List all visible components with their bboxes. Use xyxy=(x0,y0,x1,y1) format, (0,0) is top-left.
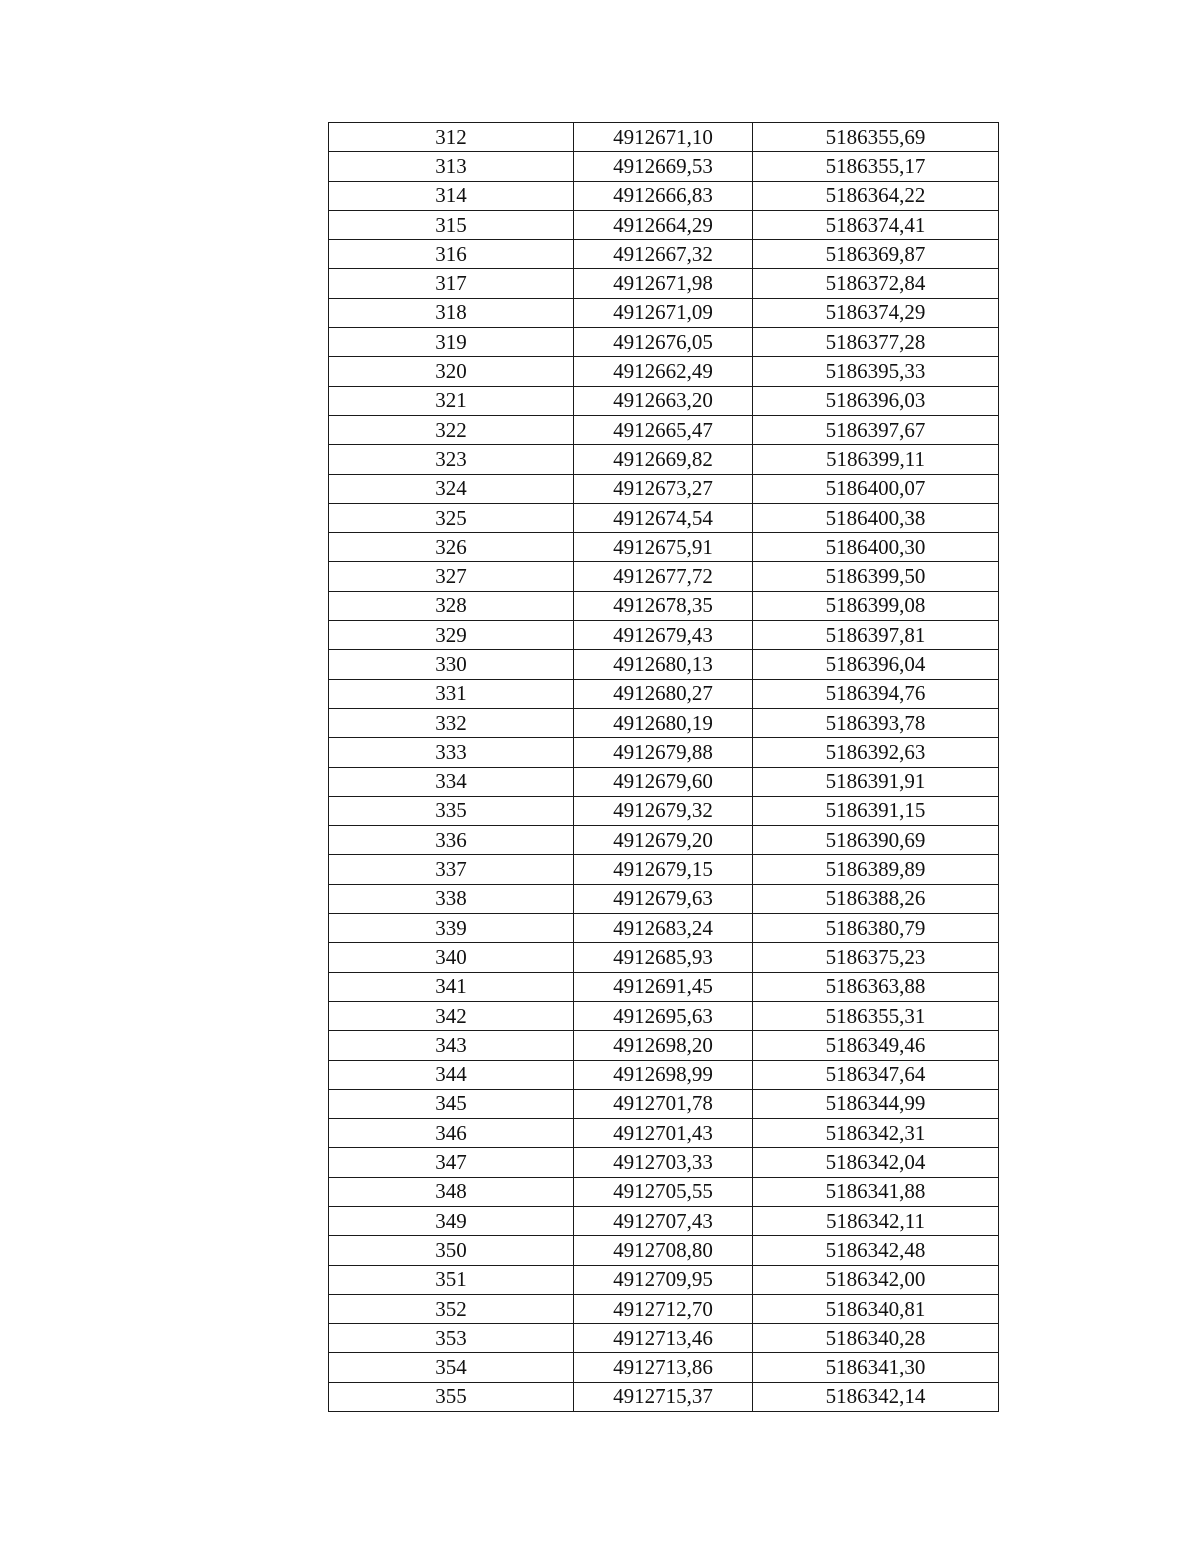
table-row xyxy=(329,914,999,943)
x-coordinate-cell: 4912698,20 xyxy=(574,1031,753,1060)
table-row xyxy=(329,591,999,620)
point-number-cell: 337 xyxy=(329,855,574,884)
y-coordinate-cell: 5186355,69 xyxy=(753,123,999,152)
table-row xyxy=(329,1382,999,1411)
x-coordinate-cell: 4912664,29 xyxy=(574,210,753,239)
table-row xyxy=(329,123,999,152)
point-number-cell: 346 xyxy=(329,1119,574,1148)
x-coordinate-cell: 4912683,24 xyxy=(574,914,753,943)
x-coordinate-cell: 4912671,09 xyxy=(574,298,753,327)
point-number-cell: 336 xyxy=(329,826,574,855)
x-coordinate-cell: 4912679,32 xyxy=(574,796,753,825)
y-coordinate-cell: 5186391,15 xyxy=(753,796,999,825)
table-row xyxy=(329,298,999,327)
table-row xyxy=(329,943,999,972)
point-number-cell: 353 xyxy=(329,1324,574,1353)
x-coordinate-cell: 4912676,05 xyxy=(574,328,753,357)
table-row xyxy=(329,1001,999,1030)
y-coordinate-cell: 5186374,29 xyxy=(753,298,999,327)
y-coordinate-cell: 5186341,30 xyxy=(753,1353,999,1382)
table-row xyxy=(329,1353,999,1382)
table-row xyxy=(329,181,999,210)
point-number-cell: 338 xyxy=(329,884,574,913)
x-coordinate-cell: 4912674,54 xyxy=(574,503,753,532)
y-coordinate-cell: 5186342,48 xyxy=(753,1236,999,1265)
table-row xyxy=(329,1294,999,1323)
point-number-cell: 339 xyxy=(329,914,574,943)
table-row xyxy=(329,621,999,650)
point-number-cell: 317 xyxy=(329,269,574,298)
x-coordinate-cell: 4912669,82 xyxy=(574,445,753,474)
point-number-cell: 329 xyxy=(329,621,574,650)
x-coordinate-cell: 4912712,70 xyxy=(574,1294,753,1323)
table-row xyxy=(329,1119,999,1148)
y-coordinate-cell: 5186399,08 xyxy=(753,591,999,620)
x-coordinate-cell: 4912715,37 xyxy=(574,1382,753,1411)
y-coordinate-cell: 5186394,76 xyxy=(753,679,999,708)
y-coordinate-cell: 5186400,38 xyxy=(753,503,999,532)
table-row xyxy=(329,562,999,591)
y-coordinate-cell: 5186380,79 xyxy=(753,914,999,943)
y-coordinate-cell: 5186377,28 xyxy=(753,328,999,357)
y-coordinate-cell: 5186395,33 xyxy=(753,357,999,386)
x-coordinate-cell: 4912679,43 xyxy=(574,621,753,650)
table-row xyxy=(329,1148,999,1177)
table-row xyxy=(329,240,999,269)
point-number-cell: 355 xyxy=(329,1382,574,1411)
coordinates-table xyxy=(328,122,999,1412)
point-number-cell: 326 xyxy=(329,533,574,562)
y-coordinate-cell: 5186364,22 xyxy=(753,181,999,210)
table-row xyxy=(329,738,999,767)
table-row xyxy=(329,533,999,562)
x-coordinate-cell: 4912695,63 xyxy=(574,1001,753,1030)
x-coordinate-cell: 4912665,47 xyxy=(574,415,753,444)
y-coordinate-cell: 5186393,78 xyxy=(753,708,999,737)
y-coordinate-cell: 5186355,17 xyxy=(753,152,999,181)
x-coordinate-cell: 4912680,27 xyxy=(574,679,753,708)
table-row xyxy=(329,503,999,532)
point-number-cell: 312 xyxy=(329,123,574,152)
y-coordinate-cell: 5186396,04 xyxy=(753,650,999,679)
table-row xyxy=(329,1324,999,1353)
table-row xyxy=(329,1236,999,1265)
table-row xyxy=(329,1089,999,1118)
y-coordinate-cell: 5186389,89 xyxy=(753,855,999,884)
point-number-cell: 350 xyxy=(329,1236,574,1265)
table-row xyxy=(329,152,999,181)
point-number-cell: 332 xyxy=(329,708,574,737)
point-number-cell: 341 xyxy=(329,972,574,1001)
x-coordinate-cell: 4912679,63 xyxy=(574,884,753,913)
y-coordinate-cell: 5186344,99 xyxy=(753,1089,999,1118)
x-coordinate-cell: 4912703,33 xyxy=(574,1148,753,1177)
y-coordinate-cell: 5186388,26 xyxy=(753,884,999,913)
point-number-cell: 330 xyxy=(329,650,574,679)
x-coordinate-cell: 4912663,20 xyxy=(574,386,753,415)
x-coordinate-cell: 4912698,99 xyxy=(574,1060,753,1089)
x-coordinate-cell: 4912669,53 xyxy=(574,152,753,181)
point-number-cell: 335 xyxy=(329,796,574,825)
table-row xyxy=(329,708,999,737)
point-number-cell: 313 xyxy=(329,152,574,181)
point-number-cell: 347 xyxy=(329,1148,574,1177)
point-number-cell: 320 xyxy=(329,357,574,386)
table-row xyxy=(329,650,999,679)
y-coordinate-cell: 5186375,23 xyxy=(753,943,999,972)
y-coordinate-cell: 5186355,31 xyxy=(753,1001,999,1030)
point-number-cell: 342 xyxy=(329,1001,574,1030)
y-coordinate-cell: 5186397,81 xyxy=(753,621,999,650)
table-row xyxy=(329,884,999,913)
point-number-cell: 318 xyxy=(329,298,574,327)
y-coordinate-cell: 5186342,31 xyxy=(753,1119,999,1148)
table-row xyxy=(329,269,999,298)
point-number-cell: 345 xyxy=(329,1089,574,1118)
x-coordinate-cell: 4912678,35 xyxy=(574,591,753,620)
x-coordinate-cell: 4912673,27 xyxy=(574,474,753,503)
x-coordinate-cell: 4912707,43 xyxy=(574,1206,753,1235)
point-number-cell: 354 xyxy=(329,1353,574,1382)
y-coordinate-cell: 5186342,14 xyxy=(753,1382,999,1411)
y-coordinate-cell: 5186349,46 xyxy=(753,1031,999,1060)
y-coordinate-cell: 5186390,69 xyxy=(753,826,999,855)
y-coordinate-cell: 5186399,11 xyxy=(753,445,999,474)
y-coordinate-cell: 5186397,67 xyxy=(753,415,999,444)
point-number-cell: 319 xyxy=(329,328,574,357)
point-number-cell: 352 xyxy=(329,1294,574,1323)
point-number-cell: 333 xyxy=(329,738,574,767)
y-coordinate-cell: 5186399,50 xyxy=(753,562,999,591)
y-coordinate-cell: 5186342,00 xyxy=(753,1265,999,1294)
x-coordinate-cell: 4912691,45 xyxy=(574,972,753,1001)
x-coordinate-cell: 4912705,55 xyxy=(574,1177,753,1206)
point-number-cell: 340 xyxy=(329,943,574,972)
y-coordinate-cell: 5186340,81 xyxy=(753,1294,999,1323)
point-number-cell: 351 xyxy=(329,1265,574,1294)
point-number-cell: 343 xyxy=(329,1031,574,1060)
x-coordinate-cell: 4912677,72 xyxy=(574,562,753,591)
table-row xyxy=(329,796,999,825)
y-coordinate-cell: 5186342,04 xyxy=(753,1148,999,1177)
table-row xyxy=(329,1206,999,1235)
x-coordinate-cell: 4912671,10 xyxy=(574,123,753,152)
x-coordinate-cell: 4912679,20 xyxy=(574,826,753,855)
x-coordinate-cell: 4912675,91 xyxy=(574,533,753,562)
x-coordinate-cell: 4912701,43 xyxy=(574,1119,753,1148)
y-coordinate-cell: 5186369,87 xyxy=(753,240,999,269)
table-row xyxy=(329,826,999,855)
table-row xyxy=(329,1031,999,1060)
x-coordinate-cell: 4912679,15 xyxy=(574,855,753,884)
point-number-cell: 316 xyxy=(329,240,574,269)
point-number-cell: 314 xyxy=(329,181,574,210)
x-coordinate-cell: 4912671,98 xyxy=(574,269,753,298)
table-row xyxy=(329,1060,999,1089)
table-row xyxy=(329,1265,999,1294)
x-coordinate-cell: 4912713,86 xyxy=(574,1353,753,1382)
y-coordinate-cell: 5186374,41 xyxy=(753,210,999,239)
point-number-cell: 324 xyxy=(329,474,574,503)
coordinates-table-body xyxy=(329,123,999,1412)
x-coordinate-cell: 4912685,93 xyxy=(574,943,753,972)
point-number-cell: 321 xyxy=(329,386,574,415)
y-coordinate-cell: 5186400,07 xyxy=(753,474,999,503)
table-row xyxy=(329,1177,999,1206)
table-row xyxy=(329,386,999,415)
table-row xyxy=(329,328,999,357)
y-coordinate-cell: 5186363,88 xyxy=(753,972,999,1001)
table-row xyxy=(329,210,999,239)
x-coordinate-cell: 4912680,13 xyxy=(574,650,753,679)
table-row xyxy=(329,855,999,884)
table-row xyxy=(329,474,999,503)
y-coordinate-cell: 5186341,88 xyxy=(753,1177,999,1206)
y-coordinate-cell: 5186400,30 xyxy=(753,533,999,562)
y-coordinate-cell: 5186391,91 xyxy=(753,767,999,796)
point-number-cell: 348 xyxy=(329,1177,574,1206)
point-number-cell: 327 xyxy=(329,562,574,591)
point-number-cell: 328 xyxy=(329,591,574,620)
point-number-cell: 322 xyxy=(329,415,574,444)
x-coordinate-cell: 4912666,83 xyxy=(574,181,753,210)
table-row xyxy=(329,445,999,474)
y-coordinate-cell: 5186372,84 xyxy=(753,269,999,298)
table-row xyxy=(329,357,999,386)
point-number-cell: 315 xyxy=(329,210,574,239)
point-number-cell: 323 xyxy=(329,445,574,474)
table-row xyxy=(329,679,999,708)
point-number-cell: 334 xyxy=(329,767,574,796)
x-coordinate-cell: 4912701,78 xyxy=(574,1089,753,1118)
x-coordinate-cell: 4912680,19 xyxy=(574,708,753,737)
table-row xyxy=(329,767,999,796)
y-coordinate-cell: 5186340,28 xyxy=(753,1324,999,1353)
y-coordinate-cell: 5186396,03 xyxy=(753,386,999,415)
x-coordinate-cell: 4912709,95 xyxy=(574,1265,753,1294)
x-coordinate-cell: 4912679,88 xyxy=(574,738,753,767)
table-row xyxy=(329,415,999,444)
x-coordinate-cell: 4912713,46 xyxy=(574,1324,753,1353)
point-number-cell: 325 xyxy=(329,503,574,532)
y-coordinate-cell: 5186347,64 xyxy=(753,1060,999,1089)
x-coordinate-cell: 4912662,49 xyxy=(574,357,753,386)
point-number-cell: 331 xyxy=(329,679,574,708)
x-coordinate-cell: 4912708,80 xyxy=(574,1236,753,1265)
point-number-cell: 344 xyxy=(329,1060,574,1089)
table-row xyxy=(329,972,999,1001)
x-coordinate-cell: 4912679,60 xyxy=(574,767,753,796)
y-coordinate-cell: 5186392,63 xyxy=(753,738,999,767)
x-coordinate-cell: 4912667,32 xyxy=(574,240,753,269)
point-number-cell: 349 xyxy=(329,1206,574,1235)
y-coordinate-cell: 5186342,11 xyxy=(753,1206,999,1235)
